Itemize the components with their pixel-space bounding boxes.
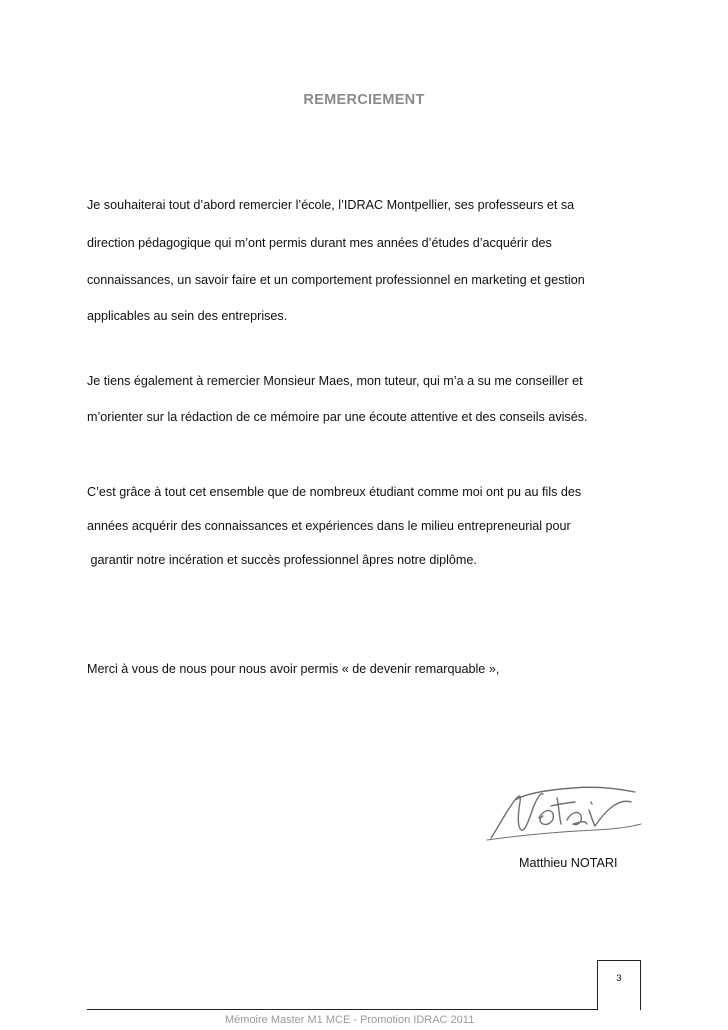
page-number-box (597, 960, 641, 1010)
paragraph-2-line-1: Je tiens également à remercier Monsieur Maes, mon tuteur, qui m’a a su me conseiller et (87, 374, 583, 388)
paragraph-4-line-1: Merci à vous de nous pour nous avoir permis « de devenir remarquable », (87, 662, 500, 676)
page-number: 3 (616, 973, 622, 983)
paragraph-3-line-2: années acquérir des connaissances et expériences dans le milieu entrepreneurial pour (87, 519, 571, 533)
page-title: REMERCIEMENT (303, 92, 425, 108)
footer-divider (87, 1009, 597, 1010)
paragraph-3-line-3: garantir notre incération et succès professionnel âpres notre diplôme. (87, 553, 477, 567)
paragraph-3-line-1: C’est grâce à tout cet ensemble que de nombreux étudiant comme moi ont pu au fils des (87, 485, 582, 499)
signer-name: Matthieu NOTARI (519, 856, 618, 870)
handwritten-signature (485, 780, 645, 842)
paragraph-2-line-2: m’orienter sur la rédaction de ce mémoire par une écoute attentive et des conseils avisés. (87, 410, 588, 424)
paragraph-1-line-3: connaissances, un savoir faire et un comportement professionnel en marketing et gestion (87, 273, 585, 287)
paragraph-1-line-4: applicables au sein des entreprises. (87, 309, 288, 323)
paragraph-1-line-2: direction pédagogique qui m’ont permis durant mes années d’études d’acquérir des (87, 236, 552, 250)
paragraph-1-line-1: Je souhaiterai tout d’abord remercier l’école, l’IDRAC Montpellier, ses professeurs et sa (87, 198, 575, 212)
footer-text: Mémoire Master M1 MCE - Promotion IDRAC 2011 (225, 1014, 475, 1024)
